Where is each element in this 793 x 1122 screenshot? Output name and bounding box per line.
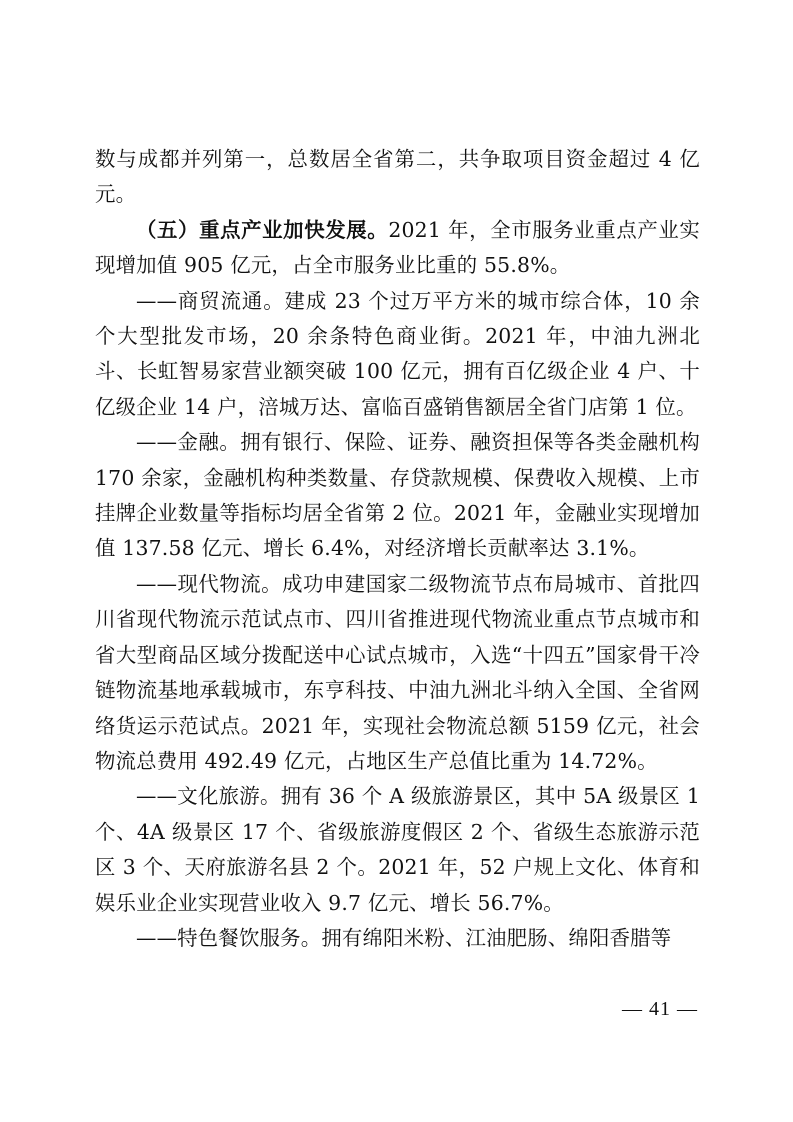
document-body [95, 142, 700, 956]
paragraph-text: ——金融。拥有银行、保险、证券、融资担保等各类金融机构 170 余家，金融机构种类数量、存贷款规模、保费收入规模、上市挂牌企业数量等指标均居全省第 2 位。2021 年，金融业实现增加值 137.58 亿元、增长 6.4%，对经济增长贡献率达 3.1%。 [95, 430, 700, 561]
paragraph-commerce [95, 284, 700, 426]
paragraph-text: 数与成都并列第一，总数居全省第二，共争取项目资金超过 4 亿元。 [95, 147, 700, 207]
paragraph-text: ——现代物流。成功申建国家二级物流节点布局城市、首批四川省现代物流示范试点市、四川省推进现代物流业重点节点城市和省大型商品区域分拨配送中心试点城市，入选“十四五”国家骨干冷链物流基地承载城市，东亨科技、中油九洲北斗纳入全国、全省网络货运示范试点。2021 年，实现社会物流总额 5159 亿元，社会物流总费用 492.49 亿元，占地区生产总值比重为 14.72%。 [95, 571, 700, 773]
paragraph-finance [95, 425, 700, 567]
paragraph-culture-tourism [95, 779, 700, 921]
paragraph-section-five [95, 213, 700, 284]
paragraph-logistics [95, 567, 700, 779]
section-heading: （五）重点产业加快发展。 [136, 217, 389, 242]
paragraph-text: ——商贸流通。建成 23 个过万平方米的城市综合体，10 余个大型批发市场，20 余条特色商业街。2021 年，中油九洲北斗、长虹智易家营业额突破 100 亿元，拥有百亿级企业 4 户、十亿级企业 14 户，涪城万达、富临百盛销售额居全省门店第 1 位。 [95, 288, 700, 419]
paragraph-text: ——文化旅游。拥有 36 个 A 级旅游景区，其中 5A 级景区 1 个、4A 级景区 17 个、省级旅游度假区 2 个、省级生态旅游示范区 3 个、天府旅游名县 2 个。2021 年，52 户规上文化、体育和娱乐业企业实现营业收入 9.7 亿元、增长 56.7%。 [95, 784, 700, 915]
page-number: — 41 — [622, 998, 698, 1020]
paragraph-text: 2021 年，全市服务业重点产业实现增加值 905 亿元，占全市服务业比重的 55.8%。 [95, 217, 700, 278]
paragraph-catering [95, 921, 700, 956]
paragraph-text: ——特色餐饮服务。拥有绵阳米粉、江油肥肠、绵阳香腊等 [136, 925, 672, 950]
paragraph-continuation [95, 142, 700, 213]
